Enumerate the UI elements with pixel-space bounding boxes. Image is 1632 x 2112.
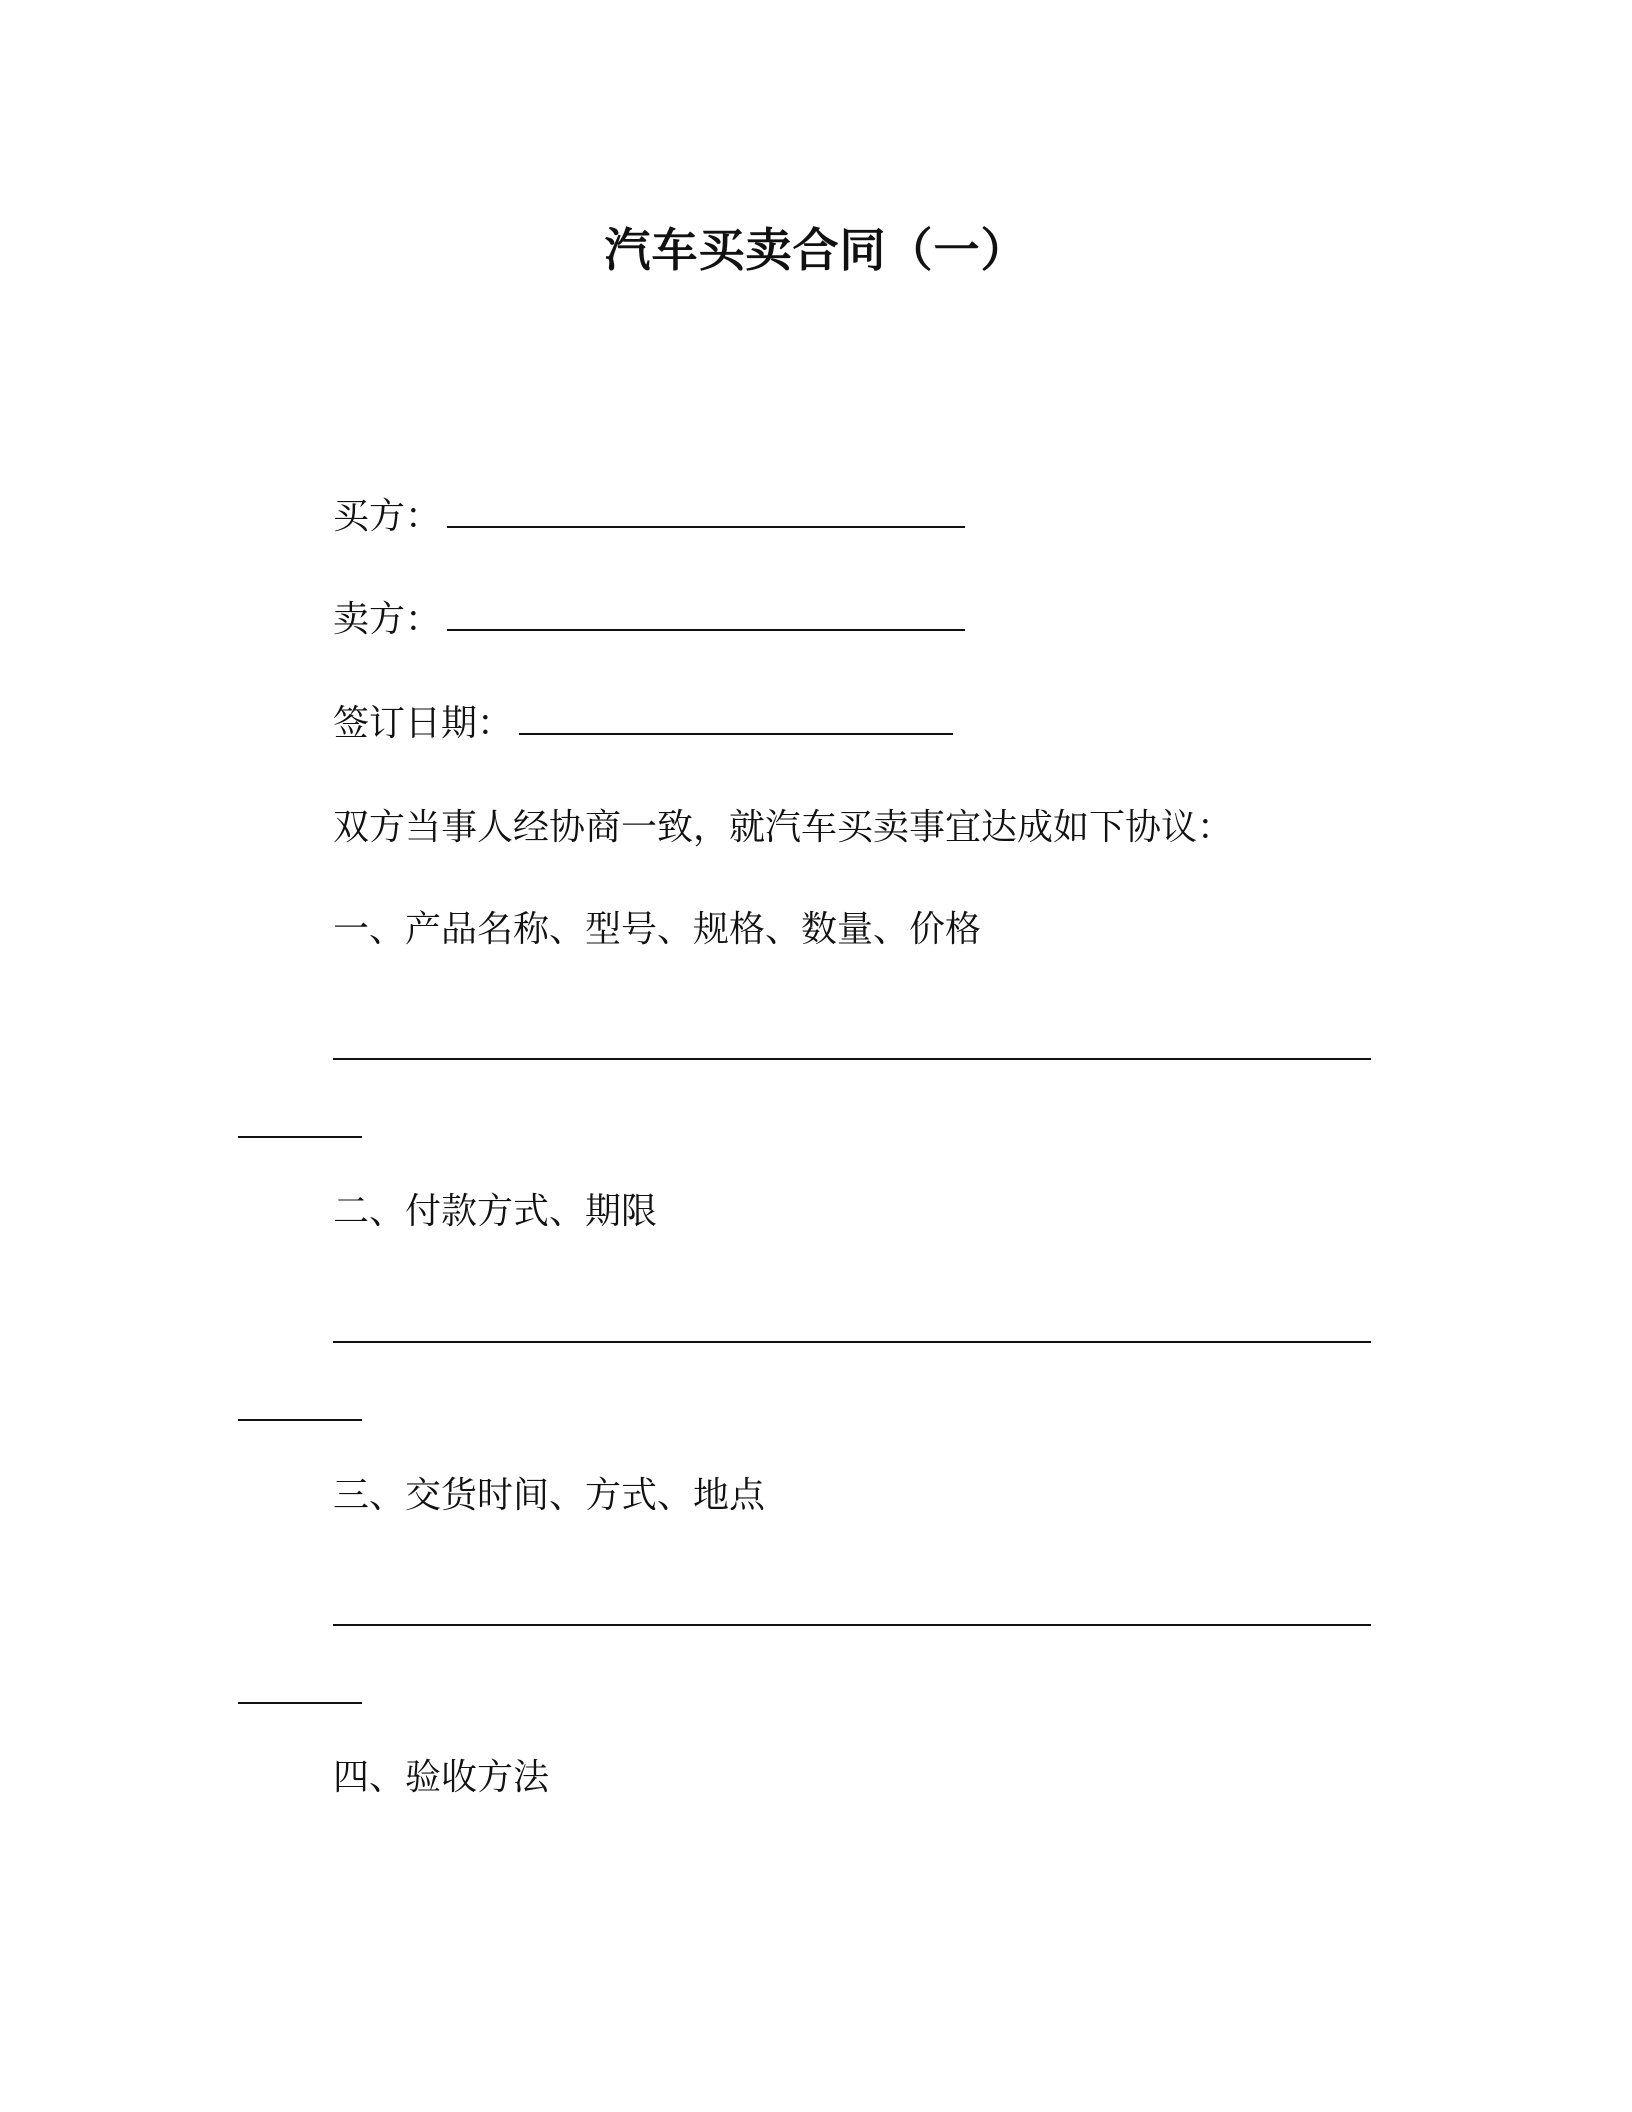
section-1-blank-continuation [238,1136,362,1138]
seller-label: 卖方： [333,599,442,640]
section-heading-2: 二、付款方式、期限 [333,1191,658,1232]
section-2-blank-line [333,1341,1371,1343]
date-label: 签订日期： [333,703,514,744]
intro-paragraph: 双方当事人经协商一致，就汽车买卖事宜达成如下协议： [333,807,1234,848]
seller-blank [447,599,965,631]
buyer-blank [447,496,965,528]
section-2-blank-continuation [238,1419,362,1421]
document-title: 汽车买卖合同（一） [604,223,1028,277]
buyer-line [333,495,965,539]
section-heading-1: 一、产品名称、型号、规格、数量、价格 [333,909,982,950]
buyer-label: 买方： [333,496,442,537]
seller-line [333,598,965,642]
section-heading-3: 三、交货时间、方式、地点 [333,1475,766,1516]
section-3-blank-continuation [238,1702,362,1704]
date-blank [519,703,953,735]
date-line [333,702,953,746]
section-3-blank-line [333,1624,1371,1626]
section-1-blank-line [333,1058,1371,1060]
section-heading-4: 四、验收方法 [333,1757,550,1798]
